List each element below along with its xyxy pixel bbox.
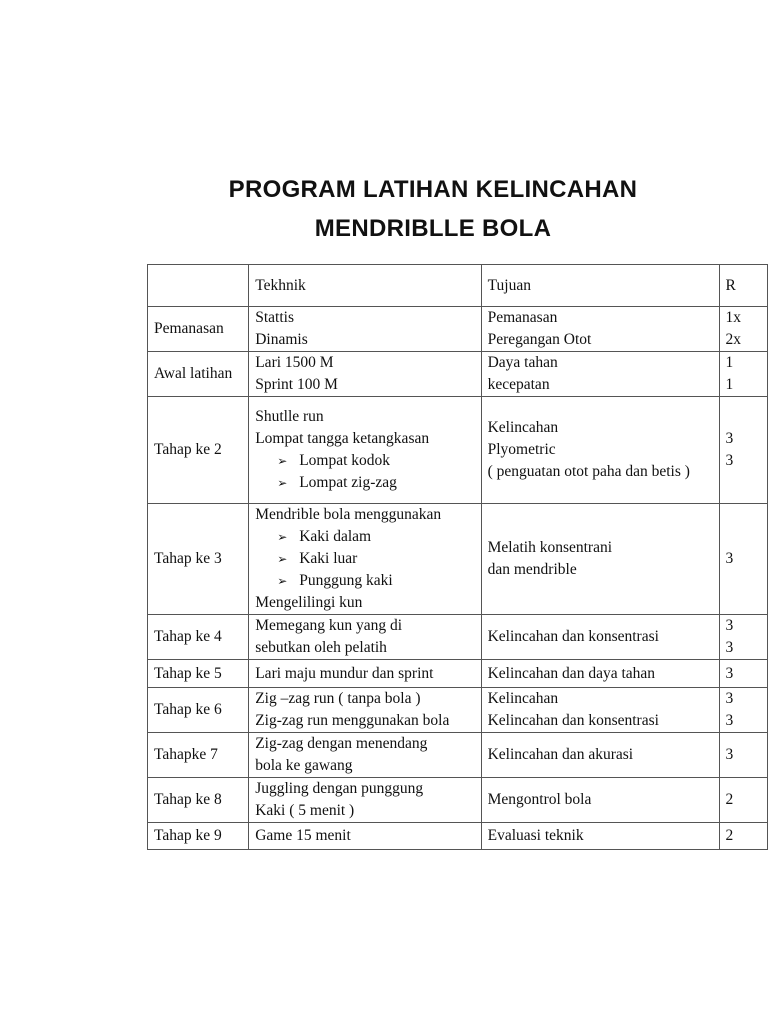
goal-cell	[481, 307, 719, 352]
reps-line: 3	[725, 746, 734, 763]
technique-cell	[249, 504, 481, 615]
reps-line: 2	[725, 791, 734, 808]
stage-cell: Tahap ke 3	[148, 504, 249, 615]
goal-cell	[481, 823, 719, 850]
reps-cell	[719, 778, 767, 823]
technique-line: Stattis	[255, 309, 294, 326]
goal-line: Kelincahan dan daya tahan	[487, 664, 656, 682]
goal-line: Kelincahan	[487, 419, 559, 436]
goal-line: dan mendrible	[487, 561, 577, 578]
document-title-line2: MENDRIBLLE BOLA	[314, 215, 552, 242]
stage-cell: Tahap ke 6	[148, 688, 249, 733]
header-cell-stage	[148, 265, 249, 307]
bullet-text: Kaki dalam	[299, 528, 372, 545]
table-row	[148, 307, 768, 352]
goal-cell	[481, 397, 719, 504]
technique-line: Zig –zag run ( tanpa bola )	[255, 690, 421, 707]
technique-line: Lompat tangga ketangkasan	[255, 430, 430, 447]
reps-line: 3	[725, 550, 734, 567]
technique-line: Sprint 100 M	[255, 376, 338, 393]
bullet-item	[255, 548, 474, 570]
technique-line: sebutkan oleh pelatih	[255, 639, 387, 656]
table-row	[148, 688, 768, 733]
technique-line: Lari 1500 M	[255, 354, 334, 371]
goal-cell	[481, 733, 719, 778]
reps-cell	[719, 504, 767, 615]
technique-line: bola ke gawang	[255, 757, 353, 774]
goal-line: Kelincahan	[487, 690, 559, 707]
technique-cell	[249, 823, 481, 850]
technique-cell	[249, 615, 481, 660]
stage-cell: Awal latihan	[148, 352, 249, 397]
goal-cell	[481, 778, 719, 823]
technique-line: Dinamis	[255, 331, 308, 348]
technique-cell	[249, 660, 481, 688]
goal-line: kecepatan	[487, 376, 550, 393]
reps-cell	[719, 352, 767, 397]
stage-cell: Tahap ke 9	[148, 823, 249, 850]
reps-line: 3	[725, 664, 734, 682]
goal-line: Plyometric	[487, 441, 556, 458]
technique-cell	[249, 352, 481, 397]
reps-line: 3	[725, 617, 734, 634]
technique-line: Mendrible bola menggunakan	[255, 506, 442, 523]
bullet-text: Lompat kodok	[299, 452, 391, 469]
technique-line: Zig-zag dengan menendang	[255, 735, 428, 752]
goal-line: Evaluasi teknik	[487, 827, 584, 844]
table-row	[148, 352, 768, 397]
document-title-line1: PROGRAM LATIHAN KELINCAHAN	[228, 176, 638, 203]
arrow-bullet-icon: ➢	[277, 476, 288, 490]
table-row	[148, 504, 768, 615]
technique-line: Game 15 menit	[255, 827, 351, 844]
reps-line: 3	[725, 712, 734, 729]
reps-line: 2	[725, 827, 734, 844]
bullet-text: Punggung kaki	[299, 572, 393, 589]
header-cell-technique: Tekhnik	[249, 265, 481, 307]
technique-line: Kaki ( 5 menit )	[255, 802, 355, 819]
training-program-table	[147, 264, 768, 850]
table-row	[148, 733, 768, 778]
reps-cell	[719, 397, 767, 504]
goal-line: Mengontrol bola	[487, 791, 592, 808]
bullet-item	[255, 570, 474, 592]
arrow-bullet-icon: ➢	[277, 530, 288, 544]
bullet-item	[255, 472, 474, 494]
arrow-bullet-icon: ➢	[277, 454, 288, 468]
technique-cell	[249, 397, 481, 504]
header-cell-reps: R	[719, 265, 767, 307]
arrow-bullet-icon: ➢	[277, 574, 288, 588]
goal-line: Pemanasan	[487, 309, 558, 326]
technique-cell	[249, 307, 481, 352]
reps-line: 1x	[725, 309, 742, 326]
bullet-item	[255, 526, 474, 548]
goal-line: Kelincahan dan konsentrasi	[487, 628, 659, 645]
goal-cell	[481, 352, 719, 397]
technique-line: Memegang kun yang di	[255, 617, 403, 634]
table-header-row	[148, 265, 768, 307]
goal-line: Peregangan Otot	[487, 331, 592, 348]
technique-line: Mengelilingi kun	[255, 594, 363, 611]
reps-cell	[719, 660, 767, 688]
technique-cell	[249, 778, 481, 823]
goal-line: Kelincahan dan akurasi	[487, 746, 634, 763]
arrow-bullet-icon: ➢	[277, 552, 288, 566]
table-row	[148, 660, 768, 688]
bullet-text: Kaki luar	[299, 550, 358, 567]
technique-line: Shutlle run	[255, 408, 324, 425]
stage-cell: Tahapke 7	[148, 733, 249, 778]
reps-line: 3	[725, 430, 734, 447]
reps-cell	[719, 733, 767, 778]
stage-cell: Tahap ke 8	[148, 778, 249, 823]
goal-line: ( penguatan otot paha dan betis )	[487, 463, 690, 480]
bullet-item	[255, 450, 474, 472]
table-row	[148, 615, 768, 660]
goal-cell	[481, 615, 719, 660]
goal-cell	[481, 660, 719, 688]
stage-cell: Pemanasan	[148, 307, 249, 352]
stage-cell: Tahap ke 2	[148, 397, 249, 504]
goal-line: Daya tahan	[487, 354, 558, 371]
goal-cell	[481, 504, 719, 615]
reps-line: 3	[725, 452, 734, 469]
reps-line: 3	[725, 639, 734, 656]
table-row	[148, 397, 768, 504]
technique-line: Juggling dengan punggung	[255, 780, 424, 797]
technique-line: Lari maju mundur dan sprint	[255, 664, 434, 682]
stage-cell: Tahap ke 5	[148, 660, 249, 688]
reps-line: 3	[725, 690, 734, 707]
goal-cell	[481, 688, 719, 733]
goal-line: Kelincahan dan konsentrasi	[487, 712, 659, 729]
reps-cell	[719, 688, 767, 733]
header-cell-goal: Tujuan	[481, 265, 719, 307]
technique-line: Zig-zag run menggunakan bola	[255, 712, 450, 729]
reps-line: 1	[725, 376, 734, 393]
reps-cell	[719, 307, 767, 352]
technique-cell	[249, 688, 481, 733]
reps-line: 1	[725, 354, 734, 371]
table-row	[148, 778, 768, 823]
stage-cell: Tahap ke 4	[148, 615, 249, 660]
reps-cell	[719, 615, 767, 660]
table-row	[148, 823, 768, 850]
reps-line: 2x	[725, 331, 742, 348]
bullet-text: Lompat zig-zag	[299, 474, 397, 491]
technique-cell	[249, 733, 481, 778]
goal-line: Melatih konsentrani	[487, 539, 613, 556]
reps-cell	[719, 823, 767, 850]
